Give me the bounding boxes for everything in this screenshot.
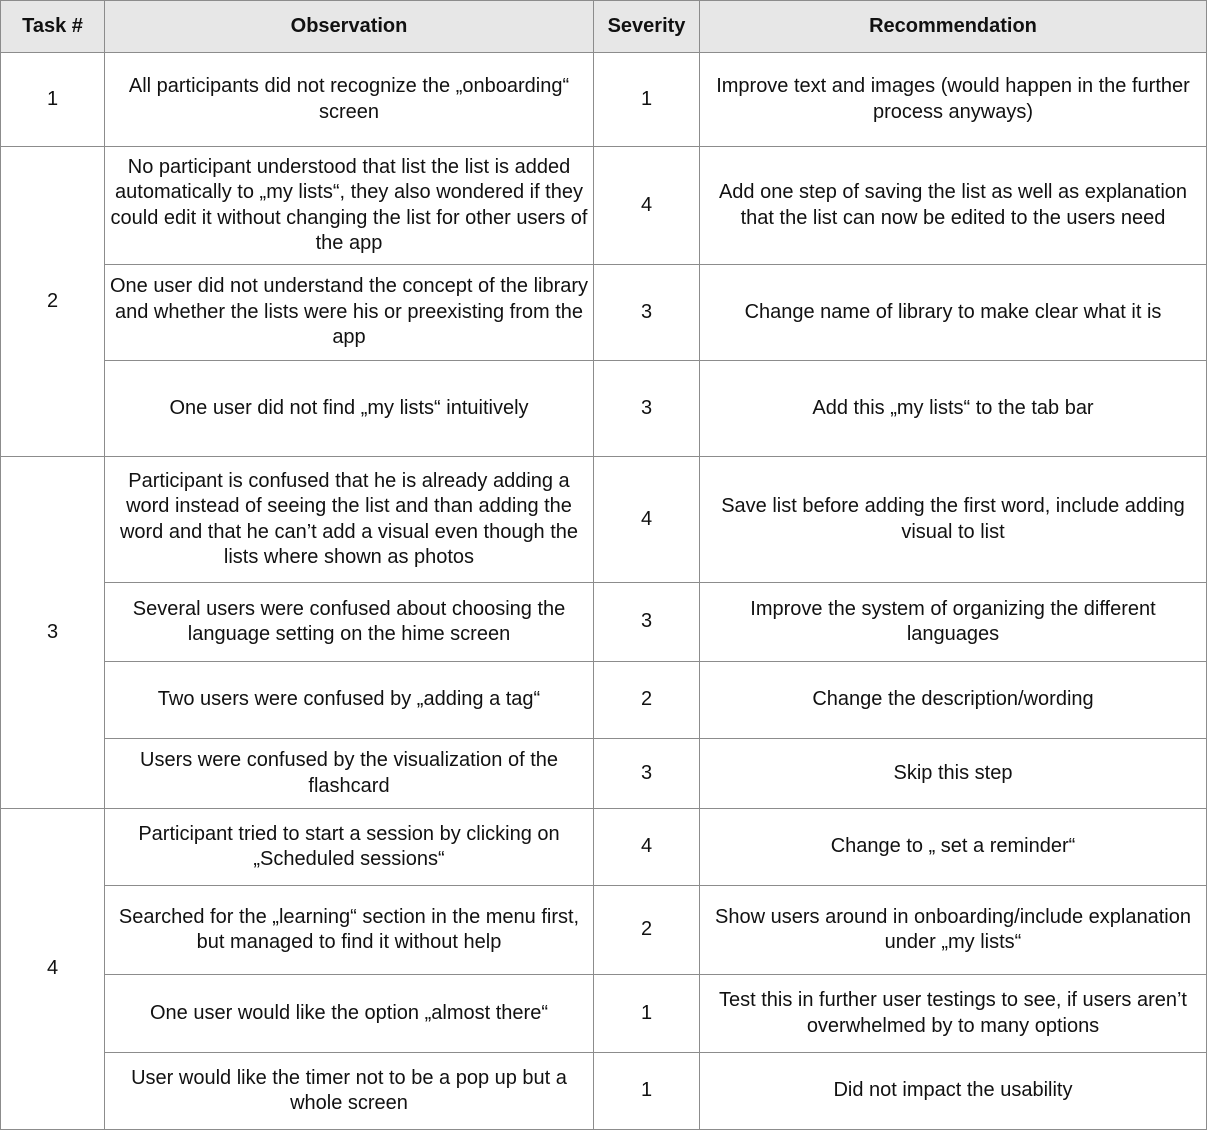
observation-cell: User would like the timer not to be a pop up but a whole screen: [105, 1053, 594, 1130]
severity-cell: 4: [594, 809, 700, 886]
recommendation-cell: Add this „my lists“ to the tab bar: [700, 361, 1207, 457]
recommendation-cell: Save list before adding the first word, include adding visual to list: [700, 457, 1207, 583]
observation-cell: One user did not find „my lists“ intuitively: [105, 361, 594, 457]
observation-cell: No participant understood that list the list is added automatically to „my lists“, they also wondered if they could edit it without changing the list for other users of the app: [105, 147, 594, 265]
table-row: [1, 147, 1207, 265]
table-row: [1, 1053, 1207, 1130]
task-number-cell: 2: [1, 147, 105, 457]
recommendation-cell: Change name of library to make clear what it is: [700, 265, 1207, 361]
severity-cell: 4: [594, 457, 700, 583]
task-number-cell: 3: [1, 457, 105, 809]
observation-cell: Users were confused by the visualization of the flashcard: [105, 739, 594, 809]
observation-cell: One user would like the option „almost there“: [105, 975, 594, 1053]
header-observation: Observation: [105, 1, 594, 53]
header-recommendation: Recommendation: [700, 1, 1207, 53]
table-row: [1, 739, 1207, 809]
table-row: [1, 457, 1207, 583]
observation-cell: Participant tried to start a session by clicking on „Scheduled sessions“: [105, 809, 594, 886]
severity-cell: 1: [594, 53, 700, 147]
severity-cell: 1: [594, 1053, 700, 1130]
task-number-cell: 4: [1, 809, 105, 1130]
header-task: Task #: [1, 1, 105, 53]
observation-cell: One user did not understand the concept of the library and whether the lists were his or preexisting from the app: [105, 265, 594, 361]
recommendation-cell: Add one step of saving the list as well as explanation that the list can now be edited to the users need: [700, 147, 1207, 265]
task-number-cell: 1: [1, 53, 105, 147]
header-severity: Severity: [594, 1, 700, 53]
recommendation-cell: Improve text and images (would happen in the further process anyways): [700, 53, 1207, 147]
recommendation-cell: Test this in further user testings to see, if users aren’t overwhelmed by to many options: [700, 975, 1207, 1053]
table-row: [1, 662, 1207, 739]
recommendation-cell: Skip this step: [700, 739, 1207, 809]
severity-cell: 3: [594, 265, 700, 361]
observation-cell: Searched for the „learning“ section in the menu first, but managed to find it without help: [105, 886, 594, 975]
severity-cell: 3: [594, 361, 700, 457]
table-row: [1, 975, 1207, 1053]
observation-cell: Two users were confused by „adding a tag“: [105, 662, 594, 739]
severity-cell: 3: [594, 739, 700, 809]
severity-cell: 2: [594, 886, 700, 975]
recommendation-cell: Change to „ set a reminder“: [700, 809, 1207, 886]
table-row: [1, 583, 1207, 662]
table-row: [1, 886, 1207, 975]
table-row: [1, 361, 1207, 457]
table-row: [1, 265, 1207, 361]
severity-cell: 3: [594, 583, 700, 662]
observation-cell: All participants did not recognize the „onboarding“ screen: [105, 53, 594, 147]
observation-cell: Participant is confused that he is already adding a word instead of seeing the list and than adding the word and that he can’t add a visual even though the lists where shown as photos: [105, 457, 594, 583]
table-row: [1, 53, 1207, 147]
recommendation-cell: Show users around in onboarding/include explanation under „my lists“: [700, 886, 1207, 975]
header-row: [1, 1, 1207, 53]
observation-cell: Several users were confused about choosing the language setting on the hime screen: [105, 583, 594, 662]
severity-cell: 1: [594, 975, 700, 1053]
table-row: [1, 809, 1207, 886]
severity-cell: 4: [594, 147, 700, 265]
recommendation-cell: Improve the system of organizing the different languages: [700, 583, 1207, 662]
severity-cell: 2: [594, 662, 700, 739]
recommendation-cell: Change the description/wording: [700, 662, 1207, 739]
recommendation-cell: Did not impact the usability: [700, 1053, 1207, 1130]
